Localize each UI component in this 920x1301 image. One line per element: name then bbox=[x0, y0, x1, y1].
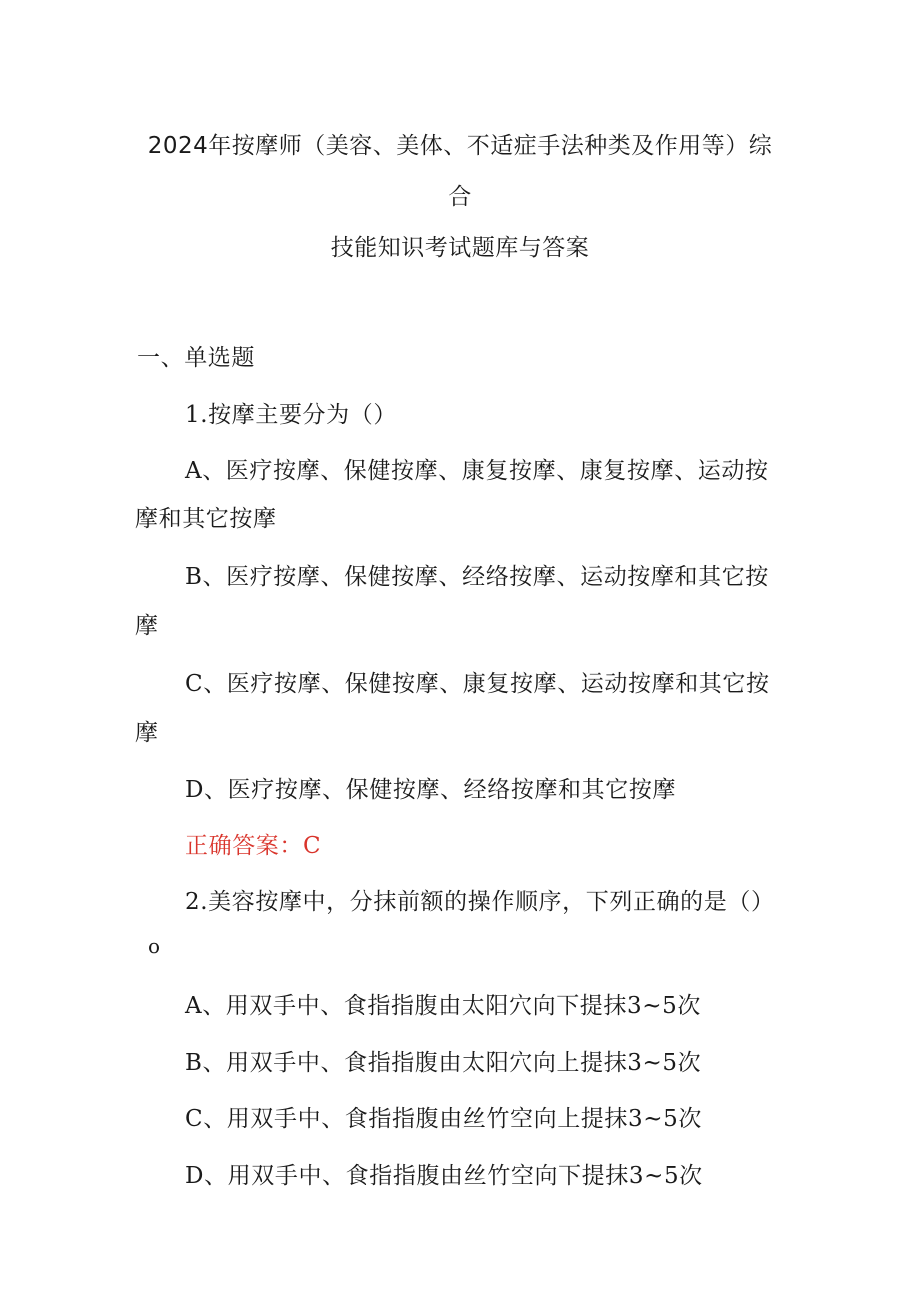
question-1-option-b-line1: B、医疗按摩、保健按摩、经络按摩、运动按摩和其它按 bbox=[185, 564, 769, 590]
title-line-3: 技能知识考试题库与答案 bbox=[330, 235, 590, 261]
question-1-option-a-line2: 摩和其它按摩 bbox=[135, 506, 277, 532]
question-2-stem-tail: o bbox=[148, 934, 161, 958]
section-heading: 一、单选题 bbox=[137, 345, 255, 371]
question-2-option-c: C、用双手中、食指指腹由丝竹空向上提抹3~5次 bbox=[185, 1106, 702, 1132]
question-1-option-c-line1: C、医疗按摩、保健按摩、康复按摩、运动按摩和其它按 bbox=[185, 671, 770, 697]
question-1-stem: 1.按摩主要分为（） bbox=[185, 402, 397, 428]
title-line-1: 2024年按摩师（美容、美体、不适症手法种类及作用等）综 bbox=[147, 133, 773, 159]
question-2-option-a: A、用双手中、食指指腹由太阳穴向下提抹3~5次 bbox=[185, 993, 701, 1019]
question-1-option-d: D、医疗按摩、保健按摩、经络按摩和其它按摩 bbox=[185, 777, 677, 803]
question-2-stem: 2.美容按摩中，分抹前额的操作顺序，下列正确的是（） bbox=[185, 889, 775, 915]
question-1-option-b-line2: 摩 bbox=[135, 613, 159, 639]
question-2-option-b: B、用双手中、食指指腹由太阳穴向上提抹3~5次 bbox=[185, 1050, 702, 1076]
question-2-option-d: D、用双手中、食指指腹由丝竹空向下提抹3~5次 bbox=[185, 1163, 703, 1189]
question-1-option-c-line2: 摩 bbox=[135, 720, 159, 746]
question-1-answer: 正确答案：C bbox=[185, 833, 322, 859]
question-1-option-a-line1: A、医疗按摩、保健按摩、康复按摩、康复按摩、运动按 bbox=[185, 458, 769, 484]
title-line-2: 合 bbox=[448, 184, 472, 210]
